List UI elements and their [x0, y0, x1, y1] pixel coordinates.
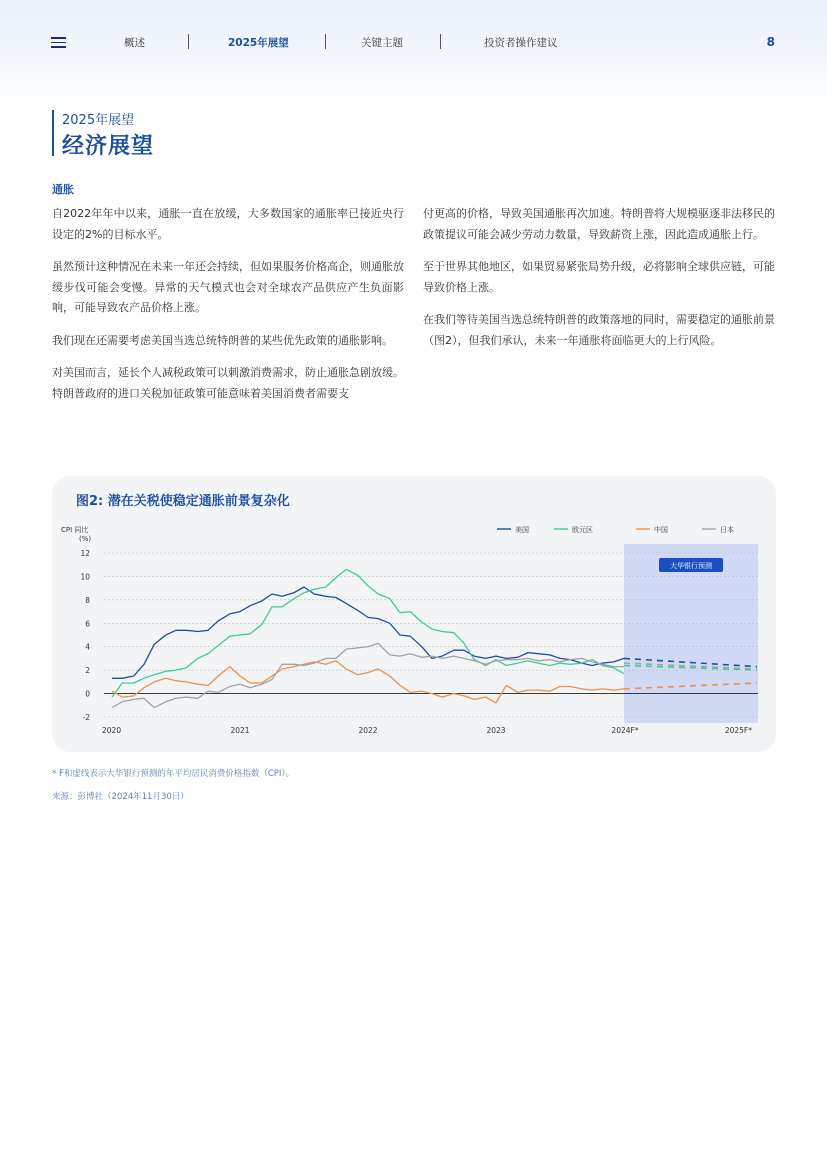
series-line-欧元区	[112, 569, 624, 697]
forecast-badge-label: 大华银行预测	[670, 562, 712, 570]
page-number: 8	[766, 35, 775, 49]
x-tick-label: 2022	[358, 726, 378, 735]
paragraph: 我们现在还需要考虑美国当选总统特朗普的某些优先政策的通胀影响。	[52, 333, 393, 347]
paragraph: 在我们等待美国当选总统特朗普的政策落地的同时，需要稳定的通胀前景（图2），但我们承认，未来一年通胀将面临更大的上行风险。	[423, 313, 775, 347]
y-tick-label: 2	[85, 666, 90, 676]
x-tick-label: 2024F*	[611, 726, 639, 735]
nav-divider	[440, 34, 441, 49]
paragraph: 对美国而言，延长个人减税政策可以刺激消费需求，防止通胀急剧放缓。特朗普政府的进口关税加征政策可能意味着美国消费者需要支	[52, 366, 404, 400]
y-tick-label: 4	[85, 642, 90, 652]
nav-item-key-themes[interactable]: 关键主题	[361, 37, 403, 49]
y-tick-label: 12	[80, 549, 90, 558]
y-tick-label: 6	[85, 619, 90, 629]
inflation-chart	[52, 476, 776, 752]
chart-footnote: * F和虚线表示大华银行预测的年平均居民消费价格指数（CPI）。	[52, 769, 295, 779]
chart-card	[52, 476, 776, 752]
series-line-中国	[112, 661, 624, 703]
legend-label: 欧元区	[572, 526, 593, 534]
series-line-日本	[112, 643, 624, 707]
y-tick-label: 0	[85, 689, 90, 699]
legend-label: 中国	[654, 526, 668, 534]
paragraph: 至于世界其他地区，如果贸易紧张局势升级，必将影响全球供应链，可能导致价格上涨。	[423, 260, 775, 294]
page-title: 经济展望	[62, 134, 155, 159]
y-tick-label: -2	[82, 713, 90, 722]
x-tick-label: 2021	[230, 726, 250, 735]
y-tick-label: 10	[80, 572, 90, 582]
left-column	[52, 204, 404, 416]
top-navigation	[0, 0, 827, 84]
nav-item-investor-advice[interactable]: 投资者操作建议	[484, 37, 558, 49]
chart-source: 来源：彭博社（2024年11月30日）	[52, 792, 189, 802]
y-axis-unit: (%)	[79, 535, 92, 543]
nav-item-2025-outlook[interactable]: 2025年展望	[228, 37, 289, 49]
nav-divider	[188, 34, 189, 49]
nav-divider	[325, 34, 326, 49]
section-kicker: 2025年展望	[62, 113, 135, 128]
x-tick-label: 2023	[486, 726, 506, 735]
x-tick-label: 2025F*	[724, 726, 752, 735]
legend-label: 美国	[515, 526, 529, 534]
paragraph: 自2022年年中以来，通胀一直在放缓，大多数国家的通胀率已接近央行设定的2%的目标水平。	[52, 207, 404, 241]
legend-label: 日本	[720, 526, 734, 534]
title-accent-bar	[52, 110, 54, 156]
right-column	[423, 204, 775, 363]
paragraph: 虽然预计这种情况在未来一年还会持续，但如果服务价格高企，则通胀放缓步伐可能会变慢。异常的天气模式也会对全球农产品供应产生负面影响，可能导致农产品价格上涨。	[52, 260, 404, 314]
x-tick-label: 2020	[102, 726, 122, 735]
section-heading: 通胀	[52, 183, 74, 196]
nav-item-overview[interactable]: 概述	[124, 37, 145, 49]
y-tick-label: 8	[85, 595, 90, 605]
y-axis-label: CPI 同比	[61, 526, 89, 534]
paragraph: 付更高的价格，导致美国通胀再次加速。特朗普将大规模驱逐非法移民的政策提议可能会减少劳动力数量，导致薪资上涨，因此造成通胀上行。	[423, 207, 775, 241]
chart-title: 图2: 潜在关税使稳定通胀前景复杂化	[76, 494, 290, 509]
hamburger-menu-icon[interactable]	[51, 37, 66, 48]
